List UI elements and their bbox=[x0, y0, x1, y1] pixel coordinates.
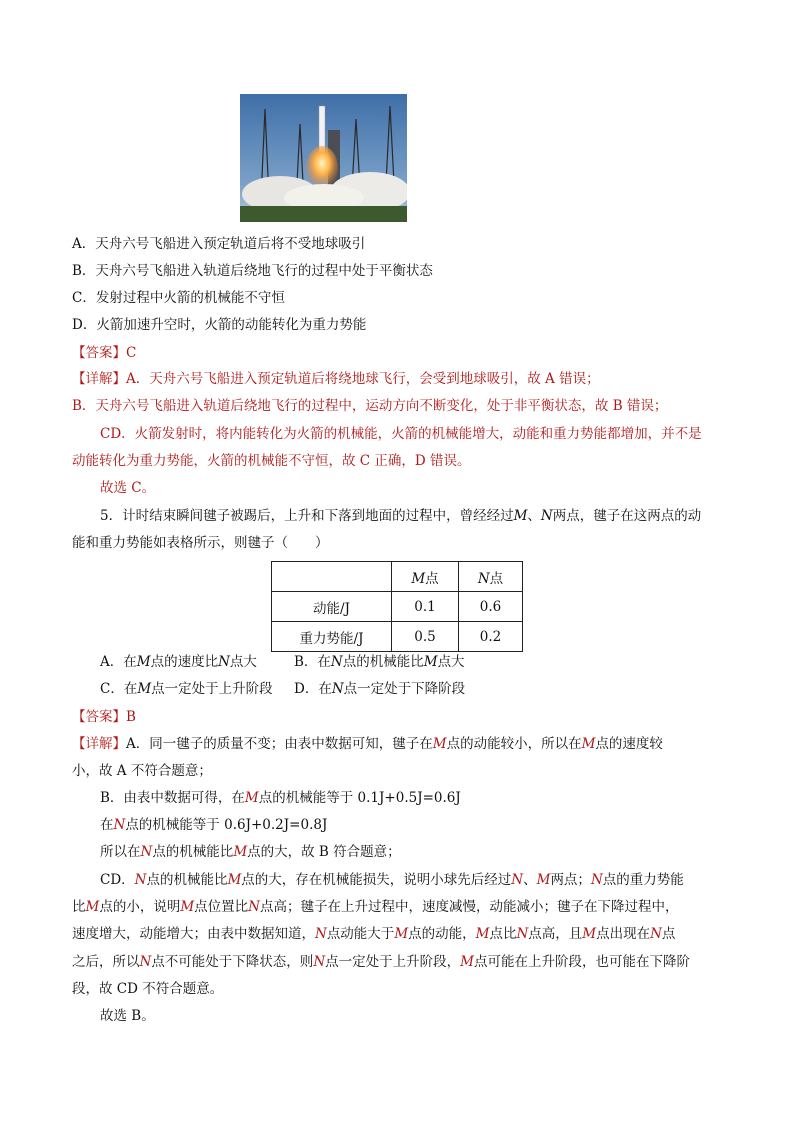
detail-text: 点的机械能等于 0.6J+0.2J=0.8J bbox=[125, 817, 328, 833]
detail-text: 所以在 bbox=[100, 844, 141, 860]
q4-option-d: D．火箭加速升空时，火箭的动能转化为重力势能 bbox=[72, 317, 367, 333]
table-cell: 0.6 bbox=[459, 592, 523, 622]
table-header-n bbox=[459, 562, 523, 592]
q5-option-b bbox=[294, 652, 465, 672]
q5-detail-cd-2 bbox=[72, 897, 678, 917]
var-m: M bbox=[411, 570, 426, 587]
detail-text: 点一定处于上升阶段， bbox=[325, 954, 461, 970]
detail-text: 之后，所以 bbox=[72, 954, 140, 970]
detail-text: 点的机械能比 bbox=[146, 872, 228, 888]
table-cell: 0.2 bbox=[459, 622, 523, 652]
q5-detail-cd-5: 段，故 CD 不符合题意。 bbox=[72, 981, 224, 997]
var-m: M bbox=[136, 654, 151, 670]
detail-text: 点的机械能等于 0.1J+0.5J=0.6J bbox=[258, 790, 461, 806]
opt-text: 点大 bbox=[229, 654, 257, 670]
detail-text: 点出现在 bbox=[596, 926, 651, 942]
stem-text: 两点，毽子在这两点的动 bbox=[552, 508, 702, 524]
detail-text: 、 bbox=[523, 872, 537, 888]
q5-detail-cd-3 bbox=[72, 924, 675, 944]
detail-text: 比 bbox=[72, 899, 86, 915]
var-m: M bbox=[536, 872, 551, 888]
var-n: N bbox=[218, 654, 230, 670]
detail-text: 点高；毽子在上升过程中，速度减慢，动能减小；毽子在下降过程中， bbox=[259, 899, 679, 915]
q5-answer bbox=[72, 707, 136, 727]
detail-text: 点的重力势能 bbox=[602, 872, 684, 888]
detail-text: 点可能在上升阶段，也可能在下降阶 bbox=[473, 954, 690, 970]
header-suffix: 点 bbox=[489, 570, 504, 587]
q4-option-a: A．天舟六号飞船进入预定轨道后将不受地球吸引 bbox=[72, 236, 366, 252]
var-n: N bbox=[516, 926, 529, 942]
q5-detail-cd-1 bbox=[100, 870, 684, 890]
var-m: M bbox=[475, 926, 490, 942]
detail-text: 点的动能较小，所以在 bbox=[446, 736, 582, 752]
rocket-launch-photo bbox=[240, 94, 407, 222]
detail-text: 点位置比 bbox=[194, 899, 249, 915]
q5-detail-a-2: 小，故 A 不符合题意； bbox=[72, 763, 212, 779]
detail-text: 点比 bbox=[489, 926, 517, 942]
var-m: M bbox=[581, 736, 596, 752]
table-cell: 0.1 bbox=[392, 592, 459, 622]
detail-text: 点 bbox=[661, 926, 676, 942]
opt-text: 点的速度比 bbox=[150, 654, 219, 670]
table-cell bbox=[272, 562, 392, 592]
var-m: M bbox=[180, 899, 195, 915]
detail-text: 点的速度较 bbox=[595, 736, 663, 752]
detail-text: 点的小，说明 bbox=[99, 899, 181, 915]
header-suffix: 点 bbox=[425, 570, 439, 587]
var-n: N bbox=[330, 654, 343, 670]
q4-option-c: C．发射过程中火箭的机械能不守恒 bbox=[72, 290, 285, 306]
q4-detail-cd-1: CD．火箭发射时，将内能转化为火箭的机械能，火箭的机械能增大，动能和重力势能都增加，并不是 bbox=[100, 426, 702, 442]
var-n: N bbox=[540, 508, 553, 524]
var-m: M bbox=[432, 736, 447, 752]
var-n: N bbox=[140, 844, 153, 860]
q4-conclusion: 故选 C。 bbox=[100, 480, 156, 496]
energy-table bbox=[271, 561, 523, 652]
q4-detail-cd-2: 动能转化为重力势能，火箭的机械能不守恒，故 C 正确，D 错误。 bbox=[72, 453, 471, 469]
var-n: N bbox=[134, 872, 147, 888]
detail-text: 速度增大，动能增大；由表中数据知道， bbox=[72, 926, 315, 942]
q5-detail-cd-4 bbox=[72, 952, 690, 972]
q4-detail-a bbox=[72, 369, 600, 389]
detail-text: B．由表中数据可得，在 bbox=[100, 790, 245, 806]
detail-text: 点的大，故 B 符合题意； bbox=[247, 844, 401, 860]
detail-text: 在 bbox=[100, 817, 114, 833]
opt-text: D．在 bbox=[294, 681, 332, 697]
var-m: M bbox=[233, 844, 248, 860]
opt-text: C．在 bbox=[100, 681, 138, 697]
q5-detail-a-1 bbox=[72, 734, 663, 754]
var-m: M bbox=[137, 681, 152, 697]
opt-text: 点大 bbox=[437, 654, 465, 670]
detail-label: 【详解】 bbox=[72, 736, 126, 752]
row-label: 动能/J bbox=[272, 592, 392, 622]
var-m: M bbox=[423, 654, 438, 670]
q5-stem-2: 能和重力势能如表格所示，则毽子（ ） bbox=[72, 535, 329, 551]
var-n: N bbox=[650, 926, 662, 942]
table-header-m bbox=[392, 562, 459, 592]
var-n: N bbox=[315, 926, 327, 942]
opt-text: 点一定处于上升阶段 bbox=[151, 681, 273, 697]
answer-value: B bbox=[126, 709, 136, 725]
q5-detail-b-2 bbox=[100, 815, 327, 835]
q5-stem-1 bbox=[100, 506, 701, 526]
table-row bbox=[272, 592, 523, 622]
q5-option-ab bbox=[100, 652, 257, 672]
detail-text: A．天舟六号飞船进入预定轨道后将绕地球飞行，会受到地球吸引，故 A 错误； bbox=[126, 371, 600, 387]
var-n: N bbox=[313, 954, 326, 970]
row-label: 重力势能/J bbox=[272, 622, 392, 652]
table-cell: 0.5 bbox=[392, 622, 459, 652]
var-n: N bbox=[590, 872, 603, 888]
q5-conclusion: 故选 B。 bbox=[100, 1008, 155, 1024]
var-m: M bbox=[244, 790, 259, 806]
q5-detail-b-3 bbox=[100, 842, 401, 862]
opt-text: B．在 bbox=[294, 654, 331, 670]
q4-answer bbox=[72, 343, 136, 363]
detail-text: 两点； bbox=[550, 872, 591, 888]
var-n: N bbox=[113, 817, 126, 833]
var-n: N bbox=[511, 872, 524, 888]
answer-label: 【答案】 bbox=[72, 345, 126, 361]
var-n: N bbox=[248, 899, 260, 915]
opt-text: 点的机械能比 bbox=[342, 654, 424, 670]
var-m: M bbox=[513, 508, 528, 524]
answer-label: 【答案】 bbox=[72, 709, 126, 725]
detail-text: 点的动能， bbox=[408, 926, 476, 942]
detail-text: A．同一毽子的质量不变；由表中数据可知，毽子在 bbox=[126, 736, 433, 752]
var-m: M bbox=[582, 926, 597, 942]
stem-text: 5．计时结束瞬间毽子被踢后，上升和下落到地面的过程中，曾经经过 bbox=[100, 508, 514, 524]
q4-detail-b: B．天舟六号飞船进入轨道后绕地飞行的过程中，运动方向不断变化，处于非平衡状态，故 B 错误； bbox=[72, 398, 668, 414]
q4-option-b: B．天舟六号飞船进入轨道后绕地飞行的过程中处于平衡状态 bbox=[72, 263, 433, 279]
detail-text: 点动能大于 bbox=[326, 926, 395, 942]
var-m: M bbox=[460, 954, 474, 970]
detail-text: 点高，且 bbox=[528, 926, 583, 942]
var-n: N bbox=[139, 954, 152, 970]
q5-option-c bbox=[100, 679, 273, 699]
stem-text: 、 bbox=[527, 508, 541, 524]
table-row bbox=[272, 622, 523, 652]
var-m: M bbox=[394, 926, 409, 942]
detail-text: CD． bbox=[100, 872, 135, 888]
answer-value: C bbox=[126, 345, 137, 361]
q5-detail-b-1 bbox=[100, 788, 461, 808]
var-n: N bbox=[331, 681, 344, 697]
detail-text: 点的大，存在机械能损失，说明小球先后经过 bbox=[241, 872, 512, 888]
q5-option-d bbox=[294, 679, 465, 699]
var-m: M bbox=[227, 872, 242, 888]
detail-text: 点不可能处于下降状态，则 bbox=[151, 954, 314, 970]
opt-text: 点一定处于下降阶段 bbox=[343, 681, 466, 697]
table-header-row bbox=[272, 562, 523, 592]
detail-label: 【详解】 bbox=[72, 371, 126, 387]
var-n: N bbox=[477, 570, 490, 587]
var-m: M bbox=[85, 899, 100, 915]
detail-text: 点的机械能比 bbox=[152, 844, 234, 860]
opt-text: A．在 bbox=[100, 654, 137, 670]
